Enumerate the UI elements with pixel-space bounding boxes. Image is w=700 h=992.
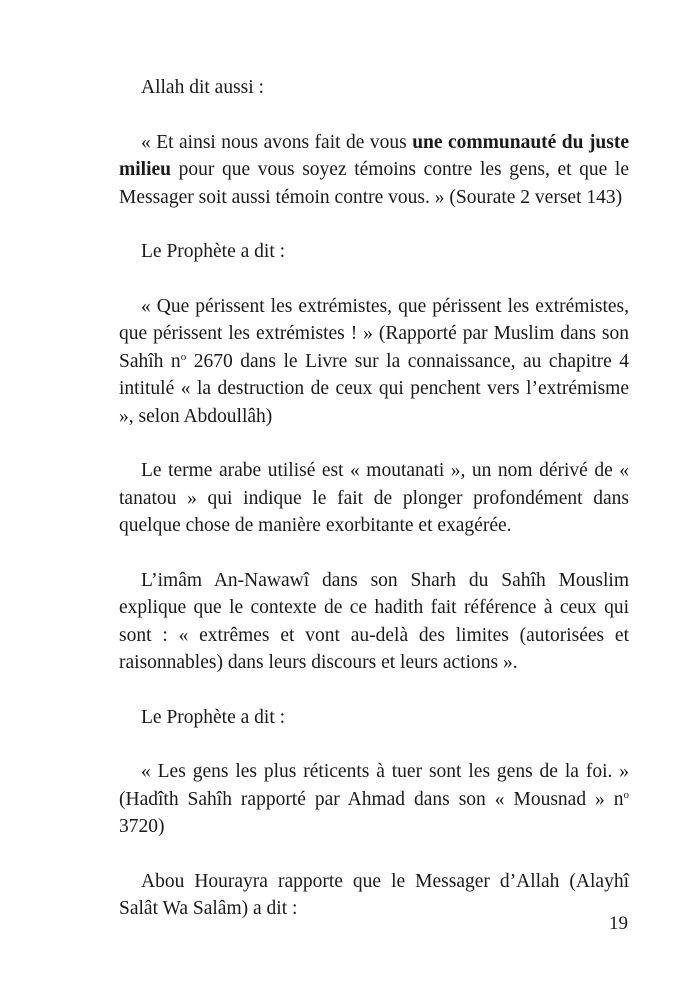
- paragraph-text: Allah dit aussi :: [141, 77, 264, 98]
- bold-phrase: une communauté du juste milieu: [119, 131, 630, 180]
- paragraph-text: L’imâm An-Nawawî dans son Sharh du Sahîh Mouslim explique que le contexte de ce hadith fait référence à ceux qui sont : « extrêmes et vont au-delà des limites (autorisées et raisonnables) dans leurs discours et leurs actions ».: [119, 569, 629, 673]
- page-body: [119, 74, 629, 950]
- superscript-o: o: [623, 788, 629, 801]
- paragraph-abou-hourayra: [119, 868, 629, 923]
- paragraph-text: « Les gens les plus réticents à tuer sont les gens de la foi. » (Hadîth Sahîh rapporté par Ahmad dans son « Mousnad » n: [119, 761, 629, 810]
- paragraph-text: Le Prophète a dit :: [141, 706, 286, 728]
- paragraph-hadith-faith: [119, 758, 629, 841]
- superscript-o: o: [180, 350, 187, 363]
- paragraph-text: Le Prophète a dit :: [141, 241, 286, 262]
- paragraph-prophet-said-2: [119, 704, 629, 732]
- paragraph-allah-dit-aussi: [119, 74, 629, 102]
- paragraph-text: « Et ainsi nous avons fait de vous: [141, 131, 413, 153]
- paragraph-text: Abou Hourayra rapporte que le Messager d’Allah (Alayhî Salât Wa Salâm) a dit :: [119, 870, 629, 919]
- paragraph-nawawi: [119, 567, 629, 677]
- paragraph-hadith-extremists: [119, 293, 629, 431]
- paragraph-text: 3720): [119, 816, 165, 837]
- paragraph-quran-verse: [119, 129, 629, 212]
- paragraph-text: pour que vous soyez témoins contre les gens, et que le Messager soit aussi témoin contre vous. » (Sourate 2 verset 143): [119, 159, 629, 208]
- paragraph-term-moutanati: [119, 457, 629, 540]
- paragraph-prophet-said-1: [119, 238, 629, 266]
- paragraph-text: Le terme arabe utilisé est « moutanati », un nom dérivé de « tanatou » qui indique le fait de plonger profondément dans quelque chose de manière exorbitante et exagérée.: [119, 460, 629, 536]
- page-number: 19: [609, 913, 628, 934]
- paragraph-text: « Que périssent les extrémistes, que périssent les extrémistes, que périssent les extrémistes ! » (Rapporté par Muslim dans son Sahîh n: [119, 295, 629, 372]
- paragraph-text: 2670 dans le Livre sur la connaissance, au chapitre 4 intitulé « la destruction de ceux qui penchent vers l’extrémisme », selon Abdoullâh): [119, 350, 629, 427]
